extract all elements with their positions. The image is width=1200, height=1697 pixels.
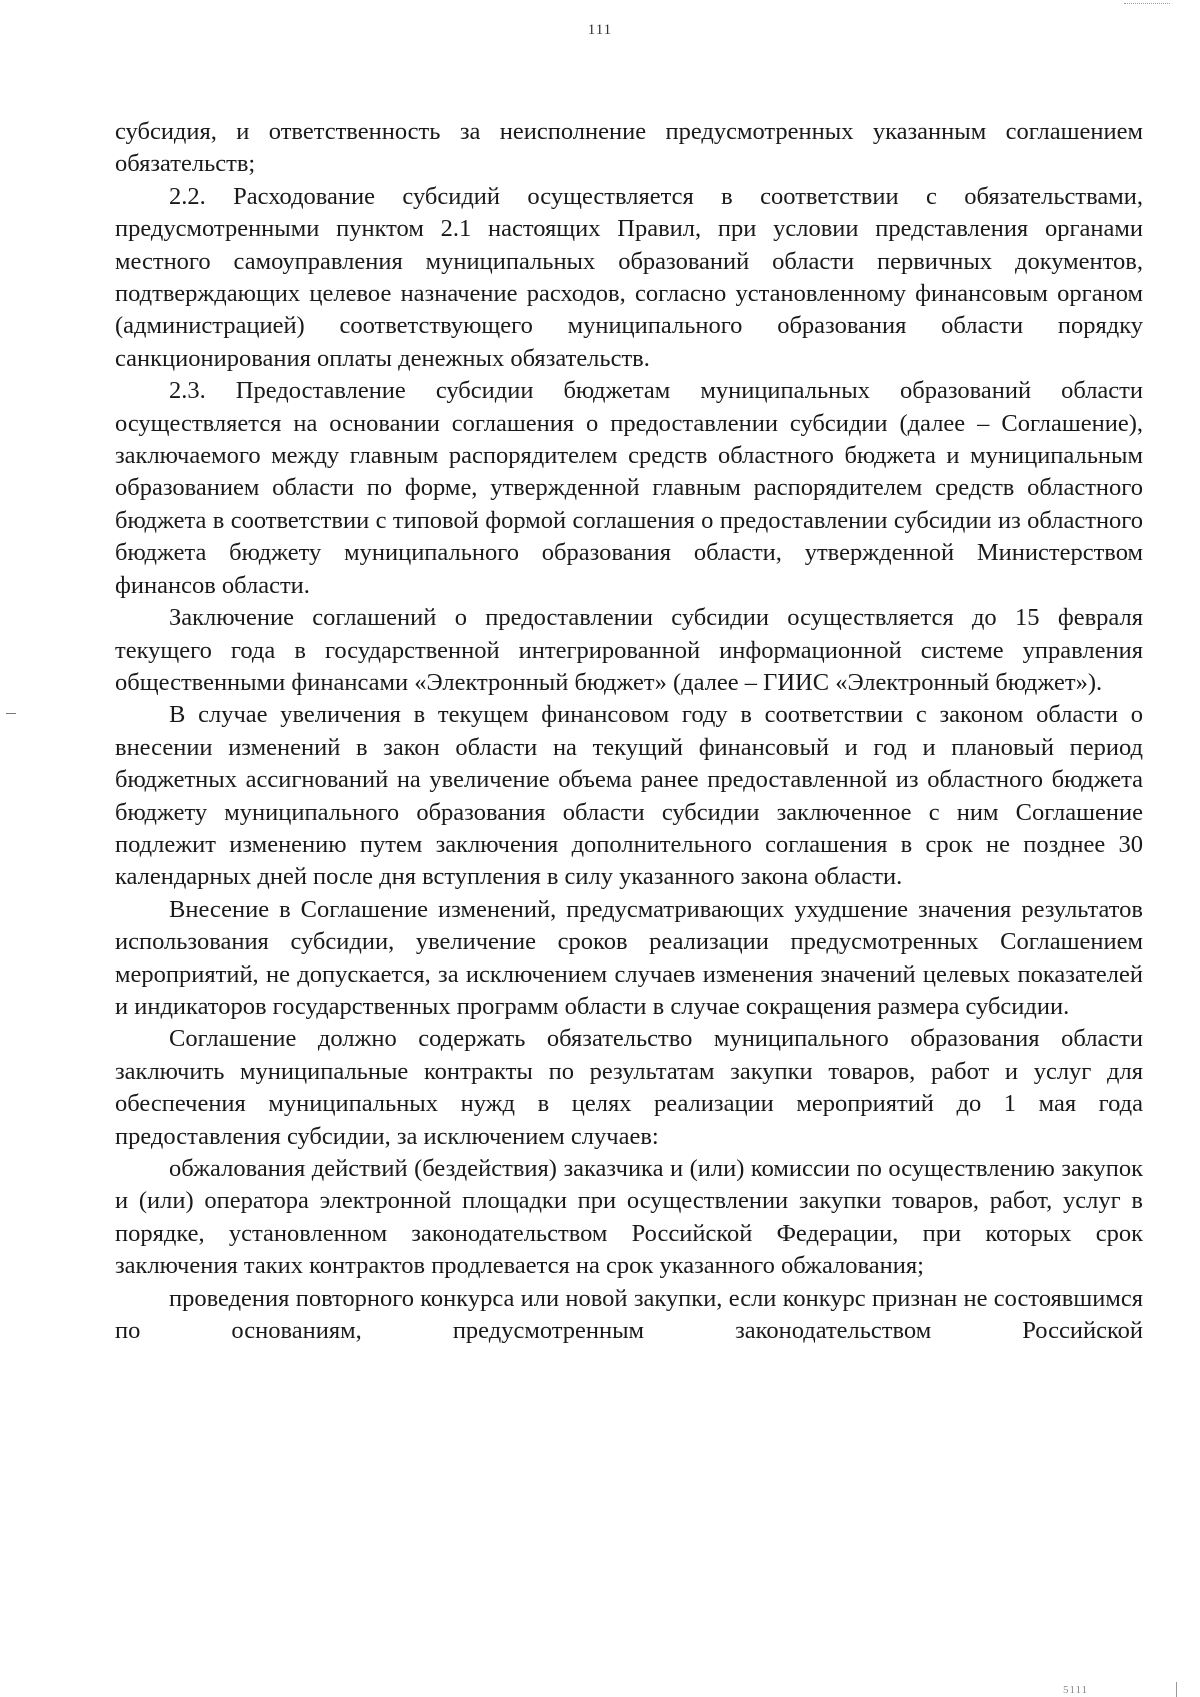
paragraph-budget-increase: В случае увеличения в текущем финансовом году в соответствии с законом области о внесении изменений в закон области на текущий финансовый и год и плановый период бюджетных ассигнований на увеличение объема ранее предоставленной из областного бюджета бюджету муниципального образования области субсидии заключенное с ним Соглашение подлежит изменению путем заключения дополнительного соглашения в срок не позднее 30 календарных дней после дня вступления в силу указанного закона области.: [115, 701, 1143, 891]
scan-corner-mark: [1124, 0, 1170, 4]
paragraph-contract-obligation: Соглашение должно содержать обязательство муниципального образования области заключить муниципальные контракты по результатам закупки товаров, работ и услуг для обеспечения муниципальных нужд в целях реализации мероприятий до 1 мая года предоставления субсидии, за исключением случаев:: [115, 1025, 1143, 1150]
paragraph-2-2: 2.2. Расходование субсидий осуществляется в соответствии с обязательствами, предусмотренными пунктом 2.1 настоящих Правил, при условии представления органами местного самоуправления муниципальных образований области первичных документов, подтверждающих целевое назначение расходов, согласно установленному финансовым органом (администрацией) соответствующего муниципального образования области порядку санкционирования оплаты денежных обязательств.: [115, 182, 1143, 372]
list-item-repeat-tender: проведения повторного конкурса или новой закупки, если конкурс признан не состоявшимся по основаниям, предусмотренным законодательством Российской: [115, 1284, 1143, 1345]
page-number: 111: [587, 22, 613, 38]
paragraph-agreement-deadline: Заключение соглашений о предоставлении субсидии осуществляется до 15 февраля текущего года в государственной интегрированной информационной системе управления общественными финансами «Электронный бюджет» (далее – ГИИС «Электронный бюджет»).: [115, 604, 1143, 696]
document-body: [115, 116, 1143, 1347]
paragraph-continuation: субсидия, и ответственность за неисполнение предусмотренных указанным соглашением обязательств;: [115, 118, 1143, 178]
paragraph-2-3: 2.3. Предоставление субсидии бюджетам муниципальных образований области осуществляется на основании соглашения о предоставлении субсидии (далее – Соглашение), заключаемого между главным распорядителем средств областного бюджета и муниципальным образованием области по форме, утвержденной главным распорядителем средств областного бюджета в соответствии с типовой формой соглашения о предоставлении субсидии из областного бюджета бюджету муниципального образования области, утвержденной Министерством финансов области.: [115, 377, 1143, 599]
footer-mark: 5111: [1063, 1684, 1089, 1696]
margin-tick-mark: [6, 713, 16, 714]
paragraph-amendments: Внесение в Соглашение изменений, предусматривающих ухудшение значения результатов использования субсидии, увеличение сроков реализации предусмотренных Соглашением мероприятий, не допускается, за исключением случаев изменения значений целевых показателей и индикаторов государственных программ области в случае сокращения размера субсидии.: [115, 895, 1143, 1020]
list-item-appeal: обжалования действий (бездействия) заказчика и (или) комиссии по осуществлению закупок и (или) оператора электронной площадки при осуществлении закупки товаров, работ, услуг в порядке, установленном законодательством Российской Федерации, при которых срок заключения таких контрактов продлевается на срок указанного обжалования;: [115, 1155, 1143, 1280]
edge-tick-mark: [1176, 1682, 1177, 1697]
